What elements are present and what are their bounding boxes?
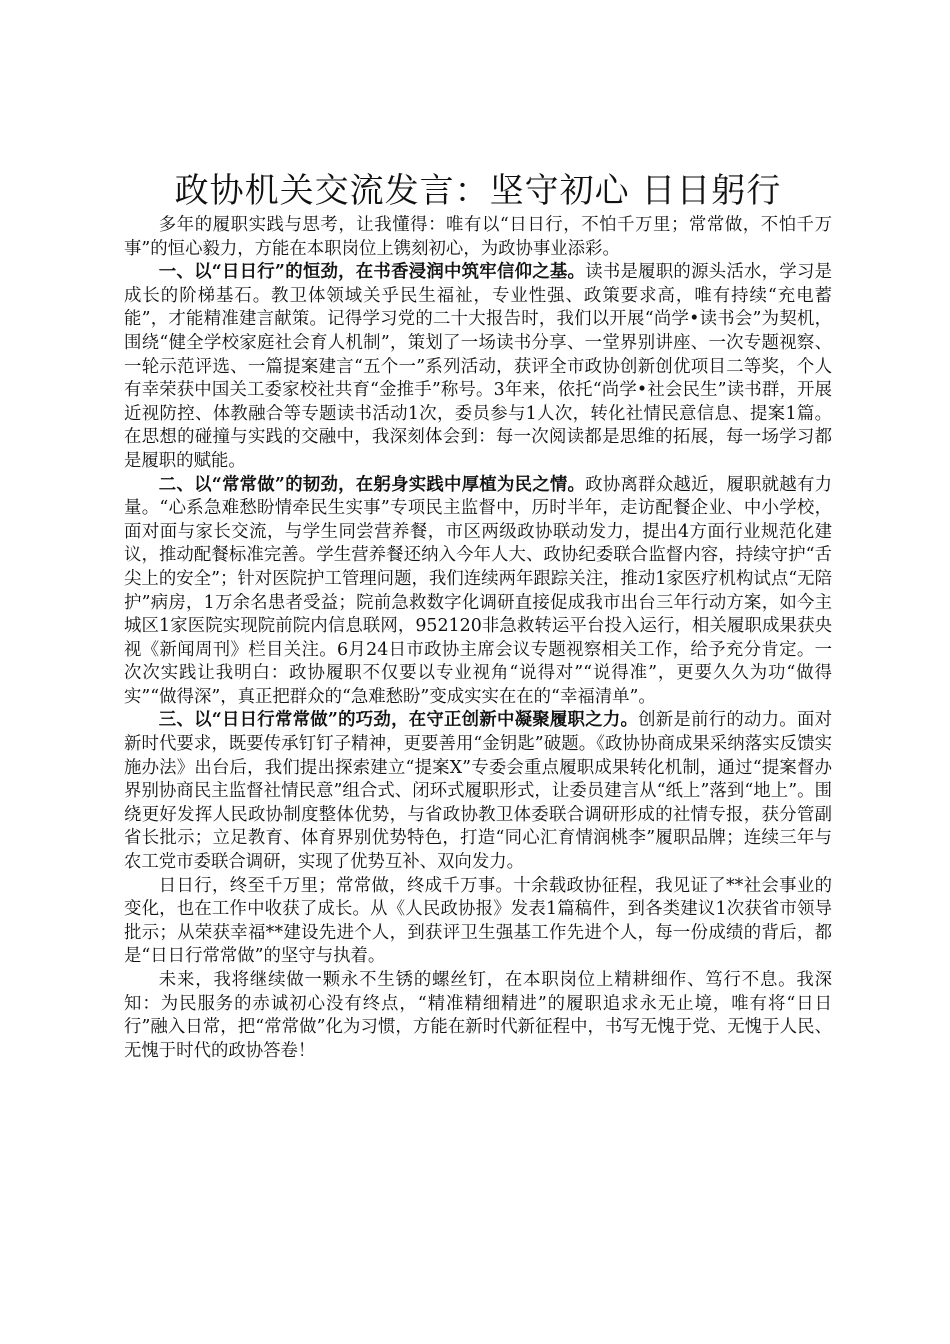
- intro-paragraph: 多年的履职实践与思考，让我懂得：唯有以“日日行，不怕千万里；常常做，不怕千万事”的恒心毅力，方能在本职岗位上镌刻初心，为政协事业添彩。: [124, 215, 832, 259]
- document-page: [124, 168, 832, 1063]
- document-title: 政协机关交流发言：坚守初心 日日躬行: [174, 171, 782, 211]
- section-1-heading: 一、以“日日行”的恒劲，在书香浸润中筑牢信仰之基。: [158, 262, 586, 283]
- section-3-paragraph: [124, 709, 832, 874]
- section-1-paragraph: [124, 261, 832, 473]
- section-2-body: 政协离群众越近，履职就越有力量。“心系急难愁盼情牵民生实事”专项民主监督中，历时半年，走访配餐企业、中小学校，面对面与家长交流，与学生同尝营养餐，市区两级政协联动发力，提出4方面行业规范化建议，推动配餐标准完善。学生营养餐还纳入今年人大、政协纪委联合监督内容，持续守护“舌尖上的安全”；针对医院护工管理问题，我们连续两年跟踪关注，推动1家医疗机构试点“无陪护”病房，1万余名患者受益；院前急救数字化调研直接促成我市出台三年行动方案，如今主城区1家医院实现院前院内信息联网，952120非急救转运平台投入运行，相关履职成果获央视《新闻周刊》栏目关注。6月24日市政协主席会议专题视察相关工作，给予充分肯定。一次次实践让我明白：政协履职不仅要以专业视角“说得对”“说得准”，更要久久为功“做得实”“做得深”，真正把群众的“急难愁盼”变成实实在在的“幸福清单”。: [124, 474, 832, 707]
- section-2-heading: 二、以“常常做”的韧劲，在躬身实践中厚植为民之情。: [158, 474, 586, 495]
- closing-paragraph-1: 日日行，终至千万里；常常做，终成千万事。十余载政协征程，我见证了**社会事业的变化，也在工作中收获了成长。从《人民政协报》发表1篇稿件，到各类建议1次获省市领导批示；从荣获幸福**建设先进个人，到获评卫生强基工作先进个人，每一份成绩的背后，都是“日日行常常做”的坚守与执着。: [124, 875, 832, 967]
- section-3-body: 创新是前行的动力。面对新时代要求，既要传承钉钉子精神，更要善用“金钥匙”破题。《政协协商成果采纳落实反馈实施办法》出台后，我们提出探索建立“提案X”专委会重点履职成果转化机制，通过“提案督办界别协商民主监督社情民意”组合式、闭环式履职形式，让委员建言从“纸上”落到“地上”。围绕更好发挥人民政协制度整体优势，与省政协教卫体委联合调研形成的社情专报，获分管副省长批示；立足教育、体育界别优势特色，打造“同心汇育情润桃李”履职品牌；连续三年与农工党市委联合调研，实现了优势互补、双向发力。: [124, 710, 832, 873]
- section-3-heading: 三、以“日日行常常做”的巧劲，在守正创新中凝聚履职之力。: [158, 710, 639, 731]
- section-1-body: 读书是履职的源头活水，学习是成长的阶梯基石。教卫体领域关乎民生福祉，专业性强、政策要求高，唯有持续“充电蓄能”，才能精准建言献策。记得学习党的二十大报告时，我们以开展“尚学•读书会”为契机，围绕“健全学校家庭社会育人机制”，策划了一场读书分享、一堂界别讲座、一次专题视察、一轮示范评选、一篇提案建言“五个一”系列活动，获评全市政协创新创优项目二等奖，个人有幸荣获中国关工委家校社共育“金推手”称号。3年来，依托“尚学•社会民生”读书群，开展近视防控、体教融合等专题读书活动1次，委员参与1人次，转化社情民意信息、提案1篇。在思想的碰撞与实践的交融中，我深刻体会到：每一次阅读都是思维的拓展，每一场学习都是履职的赋能。: [124, 262, 832, 471]
- section-2-paragraph: [124, 474, 832, 710]
- closing-paragraph-2: 未来，我将继续做一颗永不生锈的螺丝钉，在本职岗位上精耕细作、笃行不息。我深知：为民服务的赤诚初心没有终点，“精准精细精进”的履职追求永无止境，唯有将“日日行”融入日常，把“常常做”化为习惯，方能在新时代新征程中，书写无愧于党、无愧于人民、无愧于时代的政协答卷！: [124, 970, 832, 1061]
